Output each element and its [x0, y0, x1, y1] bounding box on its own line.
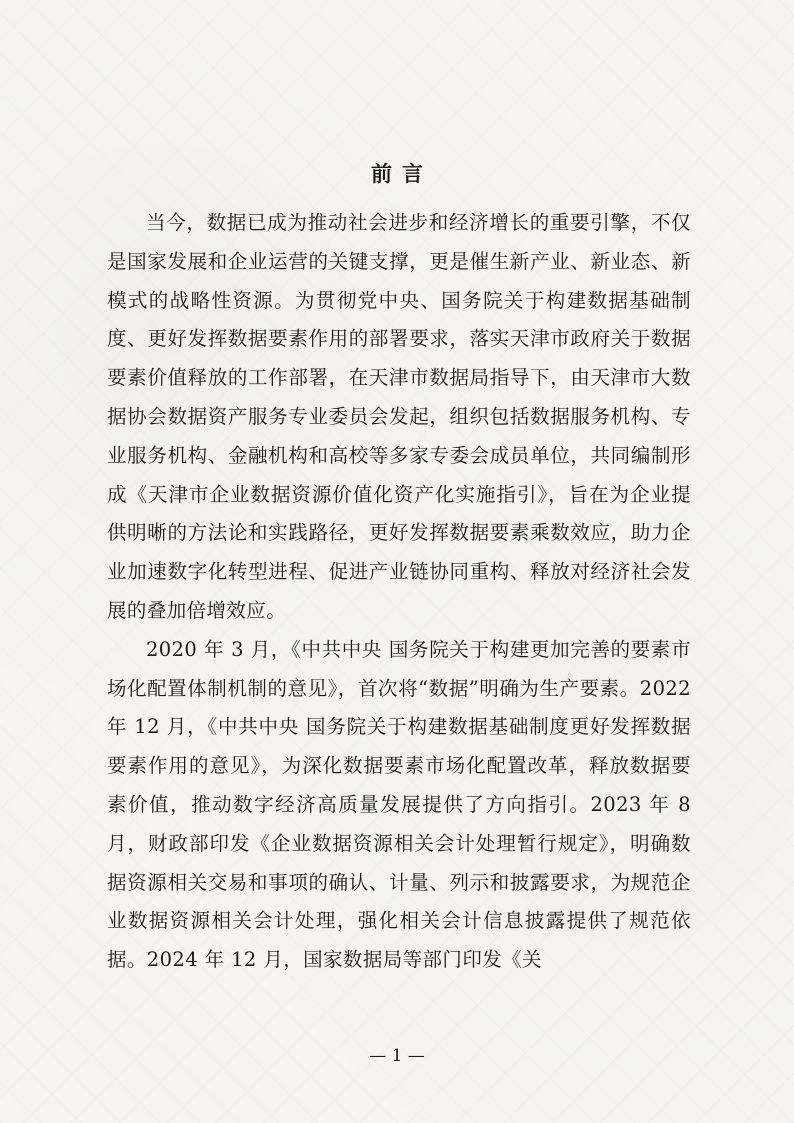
page-title: 前言	[371, 162, 433, 186]
paragraph: 当今，数据已成为推动社会进步和经济增长的重要引擎，不仅是国家发展和企业运营的关键支撑，更是催生新产业、新业态、新模式的战略性资源。为贯彻党中央、国务院关于构建数据基础制度、更好发挥数据要素作用的部署要求，落实天津市政府关于数据要素价值释放的工作部署，在天津市数据局指导下，由天津市大数据协会数据资产服务专业委员会发起，组织包括数据服务机构、专业服务机构、金融机构和高校等多家专委会成员单位，共同编制形成《天津市企业数据资源价值化资产化实施指引》，旨在为企业提供明晰的方法论和实践路径，更好发挥数据要素乘数效应，助力企业加速数字化转型进程、促进产业链协同重构、释放对经济社会发展的叠加倍增效应。	[107, 211, 691, 622]
page-number: — 1 —	[369, 1046, 425, 1066]
body-text	[107, 204, 691, 980]
paragraph: 2020 年 3 月，《中共中央 国务院关于构建更加完善的要素市场化配置体制机制的意见》，首次将“数据”明确为生产要素。2022 年 12 月，《中共中央 国务院关于构建数据基础制度更好发挥数据要素作用的意见》，为深化数据要素市场化配置改革，释放数据要素价值，推动数字经济高质量发展提供了方向指引。2023 年 8 月，财政部印发《企业数据资源相关会计处理暂行规定》，明确数据资源相关交易和事项的确认、计量、列示和披露要求，为规范企业数据资源相关会计处理，强化相关会计信息披露提供了规范依据。2024 年 12 月，国家数据局等部门印发《关	[107, 637, 691, 972]
